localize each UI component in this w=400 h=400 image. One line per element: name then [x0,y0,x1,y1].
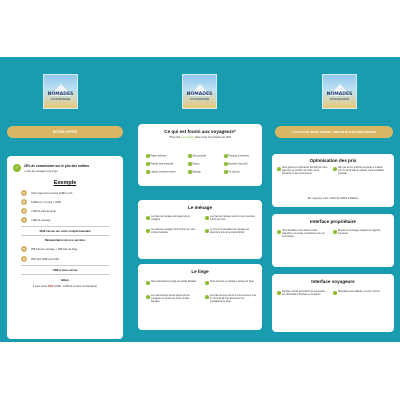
logo-text: NOMADES [186,92,213,97]
provided-item: ✓ Sac poubelle [188,154,207,158]
check-icon: ✓ [224,162,227,164]
payout-line: 440€ versés sur votre compte bancaire [39,229,91,233]
step-number-6: 6 [21,256,27,262]
provided-item: ✓ Papier toilettes [146,154,167,158]
check-icon: ✓ [277,230,280,232]
menage-right-1: ✓ Les frais de ménage seront à nous reversés à la fin de mois [205,216,255,222]
logo-subtext: CONCIERGERIE [50,98,71,101]
provided-item: ✓ Liquide machine à laver [146,170,176,174]
divider [21,274,109,275]
optimisation-item-2: ✓ Afin que le prix proposé permette le meilleur prix sur la période et garantir notre rentabilité optimale [333,167,384,176]
check-icon: ✓ [205,281,208,283]
linge-card [138,264,262,330]
logo-text: NOMADES [47,92,74,97]
check-icon: ✓ [333,230,336,232]
step-number-5: 5 [21,246,27,252]
provided-subtitle [138,136,262,139]
menage-right-2: ✓ Le prix de la prestation de ménage est déterminé lors de la préinscription [205,229,250,235]
bilan-title: Bilan [61,278,69,282]
linge-title: Le linge [191,269,209,274]
bilan-amount: 300€ [47,285,54,288]
step-4: +25€ de ménage [31,218,51,222]
brand-logo-right [322,74,357,109]
logo-subtext: CONCIERGERIE [189,98,210,101]
remuneration-item-1: 25€ frais de ménage + 15€ frais de linge [31,247,78,251]
linge-left-1: ✓ Nous fournissons le linge de qualité hôtelière [146,281,197,283]
check-icon: ✓ [146,216,149,218]
brand-logo-middle [182,74,217,109]
optimisation-title: Optimisation des prix [309,158,357,163]
step-number-3: 3 [21,208,27,214]
traveler-interface-item-2: ✓ Disponible sous tablette, ou sur le 20 min [333,291,381,293]
owner-interface-title: Interface propriétaire [310,219,356,224]
provided-item: ✓ Epices [188,162,200,166]
commission-subtitle: + frais de ménage et de linge [24,170,58,173]
step-3: +15€ de frais de linge [31,209,56,213]
step-number-4: 4 [21,217,27,223]
divider [21,235,109,236]
check-icon: ✓ [146,281,149,283]
subtitle-highlight: est compris [180,136,195,139]
provided-item: ✓ Éponge [188,170,201,174]
check-icon: ✓ [14,165,20,171]
check-icon: ✓ [333,167,336,169]
provided-card [138,124,262,186]
subtitle-suffix: dans notre commission de 25% [194,136,232,139]
subtitle-prefix: *Tout cela [168,136,181,139]
check-icon: ✓ [224,170,227,172]
provided-title: Ce qui est fourni aux voyageurs* [164,129,236,134]
menage-left-2: ✓ Les frais de ménages sont rendus sur votre compte bancaire [146,229,196,235]
check-icon: ✓ [146,154,149,156]
company-pluses-pill: LES PLUS DE NOTRE SOCIÉTÉ - MISE EN PLACE D'EXPLOITATION [275,126,393,138]
check-icon: ✓ [277,291,280,293]
check-icon: ✓ [224,154,227,156]
brand-logo-left [43,74,78,109]
step-number-1: 1 [21,190,27,196]
optimisation-item-1: ✓ Nous gérons et optimisons les tarifs de votre logement en fonction de l'offre, de la demande et des événements [277,167,328,176]
traveler-interface-title: Interface voyageurs [311,279,355,284]
divider [21,265,109,266]
divider [21,226,109,227]
step-1: Votre logement est loué 100€ la nuit [31,191,73,195]
check-icon: ✓ [188,170,191,172]
traveler-interface-item-1: ✓ Interface simple permettant de transmettre les informations d'arrivée et de départ [277,291,326,297]
presentation-canvas [0,57,400,342]
step-2: 100€/nuit x 4 nuits = 400€ [31,200,61,204]
provided-item: ✓ Pastille lave-vaisselle [146,162,174,166]
check-icon: ✓ [205,216,208,218]
provided-item: ✓ Bouteille d'accueil [224,162,248,166]
owner-interface-item-2: ✓ Envoie de messages réguliers et rapports mensuels [333,230,381,236]
provided-item: ✓ Kit douche [224,170,240,174]
owner-interface-card [272,214,394,267]
remuneration-title: Rémunération de nos services [44,238,86,242]
provided-item: ✓ Produits d'entretien [224,154,250,158]
remuneration-item-2: 25% des 400€ soit 100€ [31,257,59,261]
optimisation-card [272,154,394,207]
linge-right-2: ✓ Les frais de linge seront à nous renvoyer à la fin du mois afin de rémunérer nos prestataires de linge [205,295,256,304]
logo-text: NOMADES [326,92,353,97]
menage-card [138,200,262,259]
check-icon: ✓ [146,229,149,231]
linge-right-1: ✓ Nous prenons en charge le lavage du linge [205,281,254,283]
offer-card [7,156,123,339]
check-icon: ✓ [277,167,280,169]
traveler-interface-card [272,274,394,332]
bilan-suffix: (440€ - 140€ de service conciergerie) [53,285,98,288]
logo-subtext: CONCIERGERIE [329,98,350,101]
check-icon: ✓ [146,162,149,164]
linge-left-2: ✓ Les frais de linge seront payés par les voyageurs et versés sur votre compte bancaire [146,295,190,304]
check-icon: ✓ [188,154,191,156]
example-title: Exemple [53,180,77,186]
total-line: 140€ à nous verser [52,268,78,272]
offer-pill: NOTRE OFFRE [7,126,123,138]
bilan-text [7,285,123,288]
check-icon: ✓ [205,229,208,231]
optimisation-note: En moyenne c'est +30% de chiffre d'affaires [307,197,359,200]
check-icon: ✓ [205,295,208,297]
commission-title: 25% de commission sur le prix des nuitées [24,164,90,168]
check-icon: ✓ [146,295,149,297]
step-number-2: 2 [21,199,27,205]
check-icon: ✓ [146,170,149,172]
check-icon: ✓ [333,291,336,293]
check-icon: ✓ [188,162,191,164]
menage-title: Le ménage [188,205,212,210]
owner-interface-item-1: ✓ Vous bénéficiez d'un accès à notre calendrier et à toutes vos factures pour un suivi simple [277,230,325,239]
bilan-prefix: Il vous reste [32,285,48,288]
menage-left-1: ✓ Les frais de ménage sont payés par le voyageur [146,216,190,222]
